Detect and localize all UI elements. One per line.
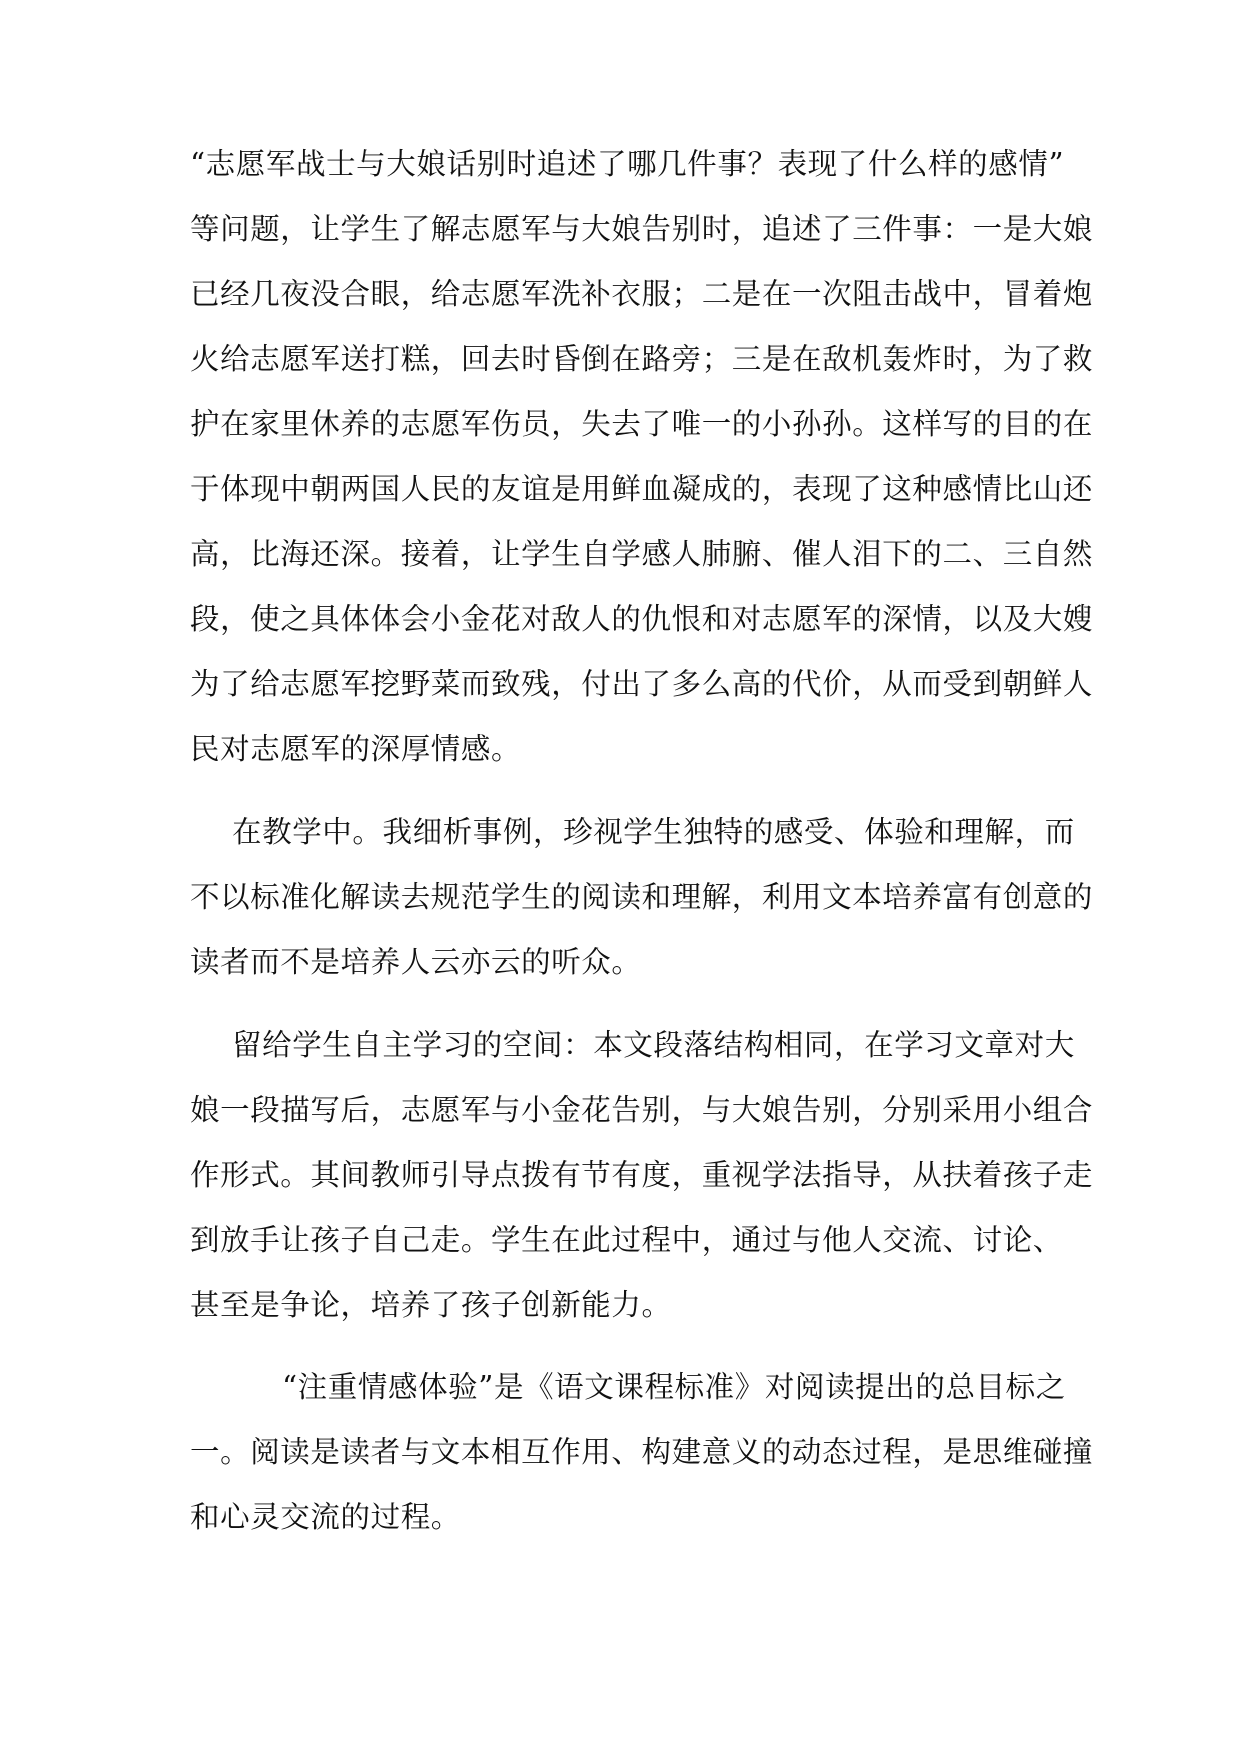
paragraph-line: “注重情感体验”是《语文课程标准》对阅读提出的总目标之 <box>282 1370 1066 1404</box>
paragraph-line: 于体现中朝两国人民的友谊是用鲜血凝成的，表现了这种感情比山还 <box>190 472 1094 506</box>
paragraph-line: “志愿军战士与大娘话别时追述了哪几件事？表现了什么样的感情” <box>190 147 1065 181</box>
paragraph-line: 已经几夜没合眼，给志愿军洗补衣服；二是在一次阻击战中，冒着炮 <box>190 277 1094 311</box>
paragraph-line: 一。阅读是读者与文本相互作用、构建意义的动态过程，是思维碰撞 <box>190 1435 1094 1469</box>
paragraph-line: 作形式。其间教师引导点拨有节有度，重视学法指导，从扶着孩子走 <box>190 1158 1094 1192</box>
paragraph-line: 在教学中。我细析事例，珍视学生独特的感受、体验和理解，而 <box>232 815 1075 849</box>
paragraph-line: 民对志愿军的深厚情感。 <box>190 732 522 766</box>
paragraph-line: 高，比海还深。接着，让学生自学感人肺腑、催人泪下的二、三自然 <box>190 537 1094 571</box>
paragraph-line: 到放手让孩子自己走。学生在此过程中，通过与他人交流、讨论、 <box>190 1223 1063 1257</box>
paragraph-line: 火给志愿军送打糕，回去时昏倒在路旁；三是在敌机轰炸时，为了救 <box>190 342 1094 376</box>
paragraph-line: 娘一段描写后，志愿军与小金花告别，与大娘告别，分别采用小组合 <box>190 1093 1094 1127</box>
paragraph-line: 护在家里休养的志愿军伤员，失去了唯一的小孙孙。这样写的目的在 <box>190 407 1094 441</box>
paragraph-line: 等问题，让学生了解志愿军与大娘告别时，追述了三件事：一是大娘 <box>190 212 1094 246</box>
paragraph-line: 段，使之具体体会小金花对敌人的仇恨和对志愿军的深情，以及大嫂 <box>190 602 1094 636</box>
paragraph-line: 和心灵交流的过程。 <box>190 1500 461 1534</box>
paragraph-line: 不以标准化解读去规范学生的阅读和理解，利用文本培养富有创意的 <box>190 880 1094 914</box>
paragraph-line: 为了给志愿军挖野菜而致残，付出了多么高的代价，从而受到朝鲜人 <box>190 667 1094 701</box>
paragraph-line: 留给学生自主学习的空间：本文段落结构相同，在学习文章对大 <box>232 1028 1075 1062</box>
paragraph-line: 读者而不是培养人云亦云的听众。 <box>190 945 642 979</box>
paragraph-line: 甚至是争论，培养了孩子创新能力。 <box>190 1288 672 1322</box>
